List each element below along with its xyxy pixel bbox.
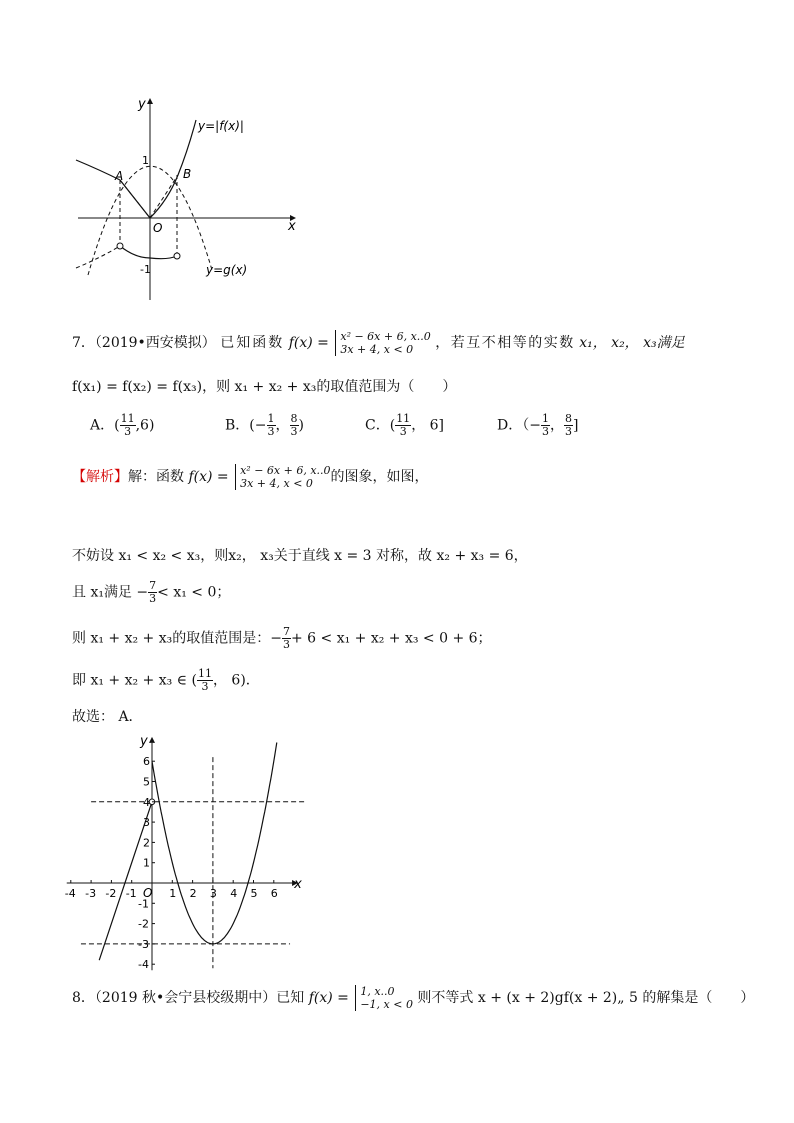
- option-d-den: 3: [541, 425, 549, 438]
- solution-intro: [72, 464, 429, 490]
- graph2-origin-label: O: [143, 886, 153, 900]
- option-c-den: 3: [399, 425, 407, 438]
- q7-piece1: x² − 6x + 6, x..0: [340, 330, 431, 343]
- step3-den: 3: [282, 638, 290, 651]
- option-a-den: 3: [124, 425, 132, 438]
- q7-option-a[interactable]: [90, 413, 154, 438]
- x-tick-label: 3: [209, 887, 217, 900]
- option-a-letter: A．: [90, 417, 115, 434]
- graph1-A-label: A: [115, 169, 124, 183]
- solution-step2: [72, 580, 230, 605]
- solution-piece2: 3x + 4, x < 0: [240, 477, 313, 490]
- q7-fx: f(x) =: [288, 335, 329, 351]
- graph2-y-label: y: [140, 733, 148, 749]
- option-b-post: ): [298, 417, 304, 434]
- option-b-fraction2: [290, 413, 299, 438]
- option-d-num: 1: [541, 412, 549, 425]
- graph2-x-label: x: [294, 877, 302, 892]
- x-tick-label: 5: [250, 887, 258, 900]
- graph2-y-arrow: [149, 737, 155, 743]
- option-b-fraction1: [267, 413, 276, 438]
- y-tick-label: -3: [138, 937, 149, 951]
- x-tick-label: -3: [85, 887, 97, 900]
- option-d-letter: D．: [497, 417, 523, 434]
- step4-den: 3: [201, 680, 209, 693]
- graph2-parabola-branch: [152, 743, 277, 944]
- q7-option-b[interactable]: [225, 413, 304, 438]
- q7-x3: x₃满足: [643, 335, 685, 351]
- y-tick-label: -1: [138, 897, 149, 911]
- graph1-abs-left-branch: [76, 160, 150, 218]
- solution-step1: 不妨设 x₁ < x₂ < x₃，则x₂， x₃关于直线 x = 3 对称，故 x₂ + x₃ = 6，: [72, 548, 528, 564]
- step2-num: 7: [149, 579, 157, 592]
- option-d-num2: 8: [564, 412, 572, 425]
- graph1-g-curve-label: y=g(x): [206, 263, 248, 277]
- step2-b: < x₁ < 0；: [157, 584, 231, 601]
- q7-number: 7．: [72, 335, 95, 351]
- graph1-open-point-left: [117, 243, 123, 249]
- q7-line2: f(x₁) = f(x₂) = f(x₃)，则 x₁ + x₂ + x₃的取值范围为（ ）: [72, 379, 457, 395]
- q7-x1: x₁，: [579, 335, 607, 351]
- solution-answer: 故选： A．: [72, 709, 143, 725]
- option-d-fraction1: [541, 413, 550, 438]
- option-b-num2: 8: [290, 412, 298, 425]
- q7-piece2: 3x + 4, x < 0: [340, 343, 414, 356]
- q7-x2: x₂，: [611, 335, 639, 351]
- solution-fx: f(x) =: [188, 469, 229, 485]
- graph1-neg-one-label: -1: [140, 263, 151, 276]
- option-b-pre: (−: [249, 417, 267, 434]
- x-tick-label: 1: [169, 887, 177, 900]
- step4-fraction: [197, 668, 213, 693]
- q8-text-b: 则不等式 x + (x + 2)gf(x + 2)„ 5 的解集是（ ）: [417, 990, 755, 1006]
- graph1-g-solid-bottom: [120, 246, 177, 259]
- q7-source: （2019•西安模拟）: [94, 335, 216, 351]
- option-a-post: ,6): [135, 417, 155, 434]
- q7-option-c[interactable]: [365, 413, 444, 438]
- graph1-x-label: x: [288, 219, 296, 234]
- x-tick-label: 2: [189, 887, 197, 900]
- solution-tag: 【解析】: [72, 469, 128, 485]
- graph1-B-label: B: [183, 167, 192, 181]
- y-tick-label: 6: [143, 755, 150, 769]
- q7-piecewise: [335, 330, 430, 356]
- q8-piecewise: [355, 985, 413, 1011]
- q8-piece1: 1, x..0: [360, 985, 395, 998]
- q8-piece2: −1, x < 0: [360, 998, 413, 1011]
- y-tick-label: 1: [143, 856, 150, 870]
- q8-text-a: 8．（2019 秋•会宁县校级期中）已知: [72, 990, 305, 1006]
- x-tick-label: 4: [230, 887, 238, 900]
- option-c-letter: C．: [365, 417, 390, 434]
- q8-stem: [72, 985, 754, 1011]
- option-c-post: ， 6]: [411, 417, 445, 434]
- option-b-den: 3: [267, 425, 275, 438]
- solution-step4: [72, 668, 260, 693]
- option-a-fraction: [120, 413, 136, 438]
- q7-stem-b: ，若互不相等的实数: [435, 335, 575, 351]
- step4-num: 11: [197, 667, 212, 680]
- option-d-den2: 3: [564, 425, 572, 438]
- y-tick-label: -4: [138, 958, 149, 972]
- step2-a: 且 x₁满足 −: [72, 584, 149, 601]
- option-b-mid: ，: [275, 417, 290, 434]
- graph1-f-dashed-cross: [150, 175, 178, 218]
- x-tick-label: 6: [270, 887, 278, 900]
- step2-den: 3: [149, 592, 157, 605]
- graph1-open-point-right: [174, 253, 180, 259]
- y-tick-label: 4: [143, 795, 150, 809]
- solution-intro-end: 的图象，如图，: [330, 469, 429, 485]
- solution-piecewise: [235, 464, 330, 490]
- graph1-abs-curve-label: y=|f(x)|: [198, 119, 244, 133]
- x-tick-label: -1: [125, 887, 137, 900]
- solution-intro-text: 解：函数: [128, 469, 184, 485]
- option-d-fraction2: [564, 413, 573, 438]
- option-c-pre: (: [389, 417, 396, 434]
- y-tick-label: 3: [143, 816, 150, 830]
- option-d-post: ]: [572, 417, 579, 434]
- y-tick-label: -2: [138, 917, 149, 931]
- graph1-f-dashed-below: [76, 246, 120, 268]
- graph1-O-label: O: [153, 221, 163, 235]
- x-tick-label: -4: [64, 887, 76, 900]
- graph1-y-label: y: [138, 97, 146, 112]
- solution-step3: [72, 626, 492, 651]
- x-tick-label: -2: [105, 887, 117, 900]
- option-a-num: 11: [120, 412, 135, 425]
- option-d-pre: （−: [522, 417, 541, 434]
- graph-abs-f-and-g: [70, 90, 310, 310]
- q7-stem-a: 已知函数: [220, 335, 285, 351]
- step4-b: ， 6)．: [212, 672, 260, 689]
- step3-fraction: [282, 626, 291, 651]
- graph-piecewise-plot: [64, 728, 310, 972]
- solution-piece1: x² − 6x + 6, x..0: [240, 464, 331, 477]
- y-tick-label: 5: [143, 775, 150, 789]
- q8-fx: f(x) =: [308, 990, 349, 1006]
- option-c-num: 11: [396, 412, 411, 425]
- step3-b: + 6 < x₁ + x₂ + x₃ < 0 + 6；: [290, 630, 492, 647]
- step3-num: 7: [282, 625, 290, 638]
- step4-a: 即 x₁ + x₂ + x₃ ∈ (: [72, 672, 197, 689]
- step2-fraction: [148, 580, 157, 605]
- option-b-letter: B．: [225, 417, 250, 434]
- graph1-one-label: 1: [142, 154, 149, 167]
- option-b-den2: 3: [290, 425, 298, 438]
- y-tick-label: 2: [143, 836, 150, 850]
- option-c-fraction: [395, 413, 411, 438]
- step3-a: 则 x₁ + x₂ + x₃的取值范围是：−: [72, 630, 282, 647]
- q7-option-d[interactable]: [497, 413, 578, 438]
- option-a-pre: (: [114, 417, 120, 434]
- option-b-num: 1: [267, 412, 275, 425]
- q7-stem: [72, 330, 685, 356]
- option-d-mid: ，: [549, 417, 564, 434]
- graph1-y-arrow: [147, 98, 153, 104]
